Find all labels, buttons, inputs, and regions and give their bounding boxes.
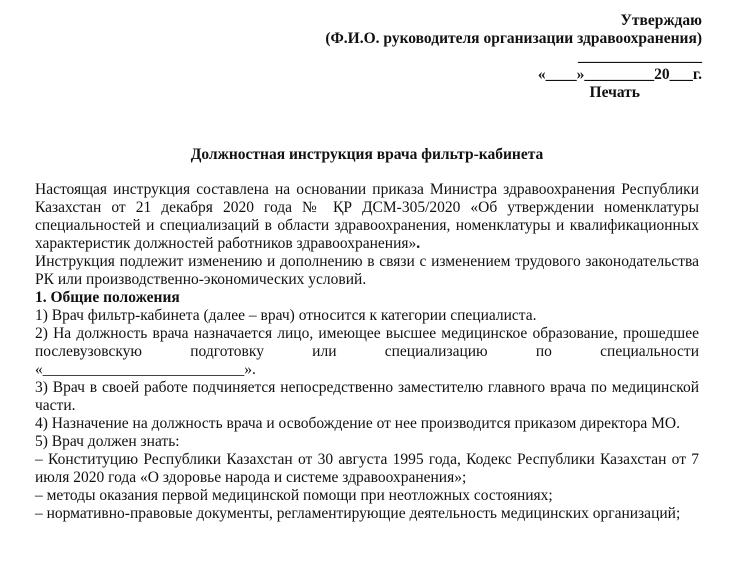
knowledge-item: – методы оказания первой медицинской помощи при неотложных состояниях; — [35, 487, 553, 504]
knowledge-item: – нормативно-правовые документы, регламентирующие деятельность медицинских организаций; — [35, 505, 681, 522]
intro-paragraph — [35, 181, 699, 253]
list-item: 3) Врач в своей работе подчиняется непосредственно заместителю главного врача по медицинской части. — [35, 379, 699, 414]
intro-text: Настоящая инструкция составлена на основании приказа Министра здравоохранения Республики Казахстан от 21 декабря 2020 года № ҚР ДСМ-305/2020 «Об утверждении номенклатуры специальностей и специализаций в области здравоохранения, номенклатуры и квалификационных характеристик должностей работников здравоохранения» — [35, 181, 699, 252]
knowledge-item: – Конституцию Республики Казахстан от 30 августа 1995 года, Кодекс Республики Казахстан от 7 июля 2020 года «О здоровье народа и системе здравоохранения»; — [35, 451, 699, 486]
list-item: 2) На должность врача назначается лицо, имеющее высшее медицинское образование, прошедшее послевузовскую подготовку или специализацию по специальности «__________________________». — [35, 325, 699, 378]
approval-block — [325, 12, 702, 102]
change-note-paragraph: Инструкция подлежит изменению и дополнению в связи с изменением трудового законодательства РК или производственно-экономических условий. — [35, 253, 699, 288]
approve-label: Утверждаю — [620, 12, 702, 29]
list-item: 4) Назначение на должность врача и освобождение от нее производится приказом директора МО. — [35, 415, 680, 432]
list-item: 1) Врач фильтр-кабинета (далее – врач) относится к категории специалиста. — [35, 307, 537, 324]
document-title: Должностная инструкция врача фильтр-кабинета — [190, 146, 544, 163]
signature-line: ________________ — [578, 48, 702, 65]
list-item: 5) Врач должен знать: — [35, 433, 180, 450]
date-line: «____»_________20___г. — [537, 66, 702, 83]
approver-name-line: (Ф.И.О. руководителя организации здравоохранения) — [325, 30, 702, 47]
intro-end: . — [416, 235, 421, 252]
section-1-heading: 1. Общие положения — [35, 289, 180, 306]
document-body — [35, 181, 699, 523]
stamp-label: Печать — [589, 84, 640, 101]
